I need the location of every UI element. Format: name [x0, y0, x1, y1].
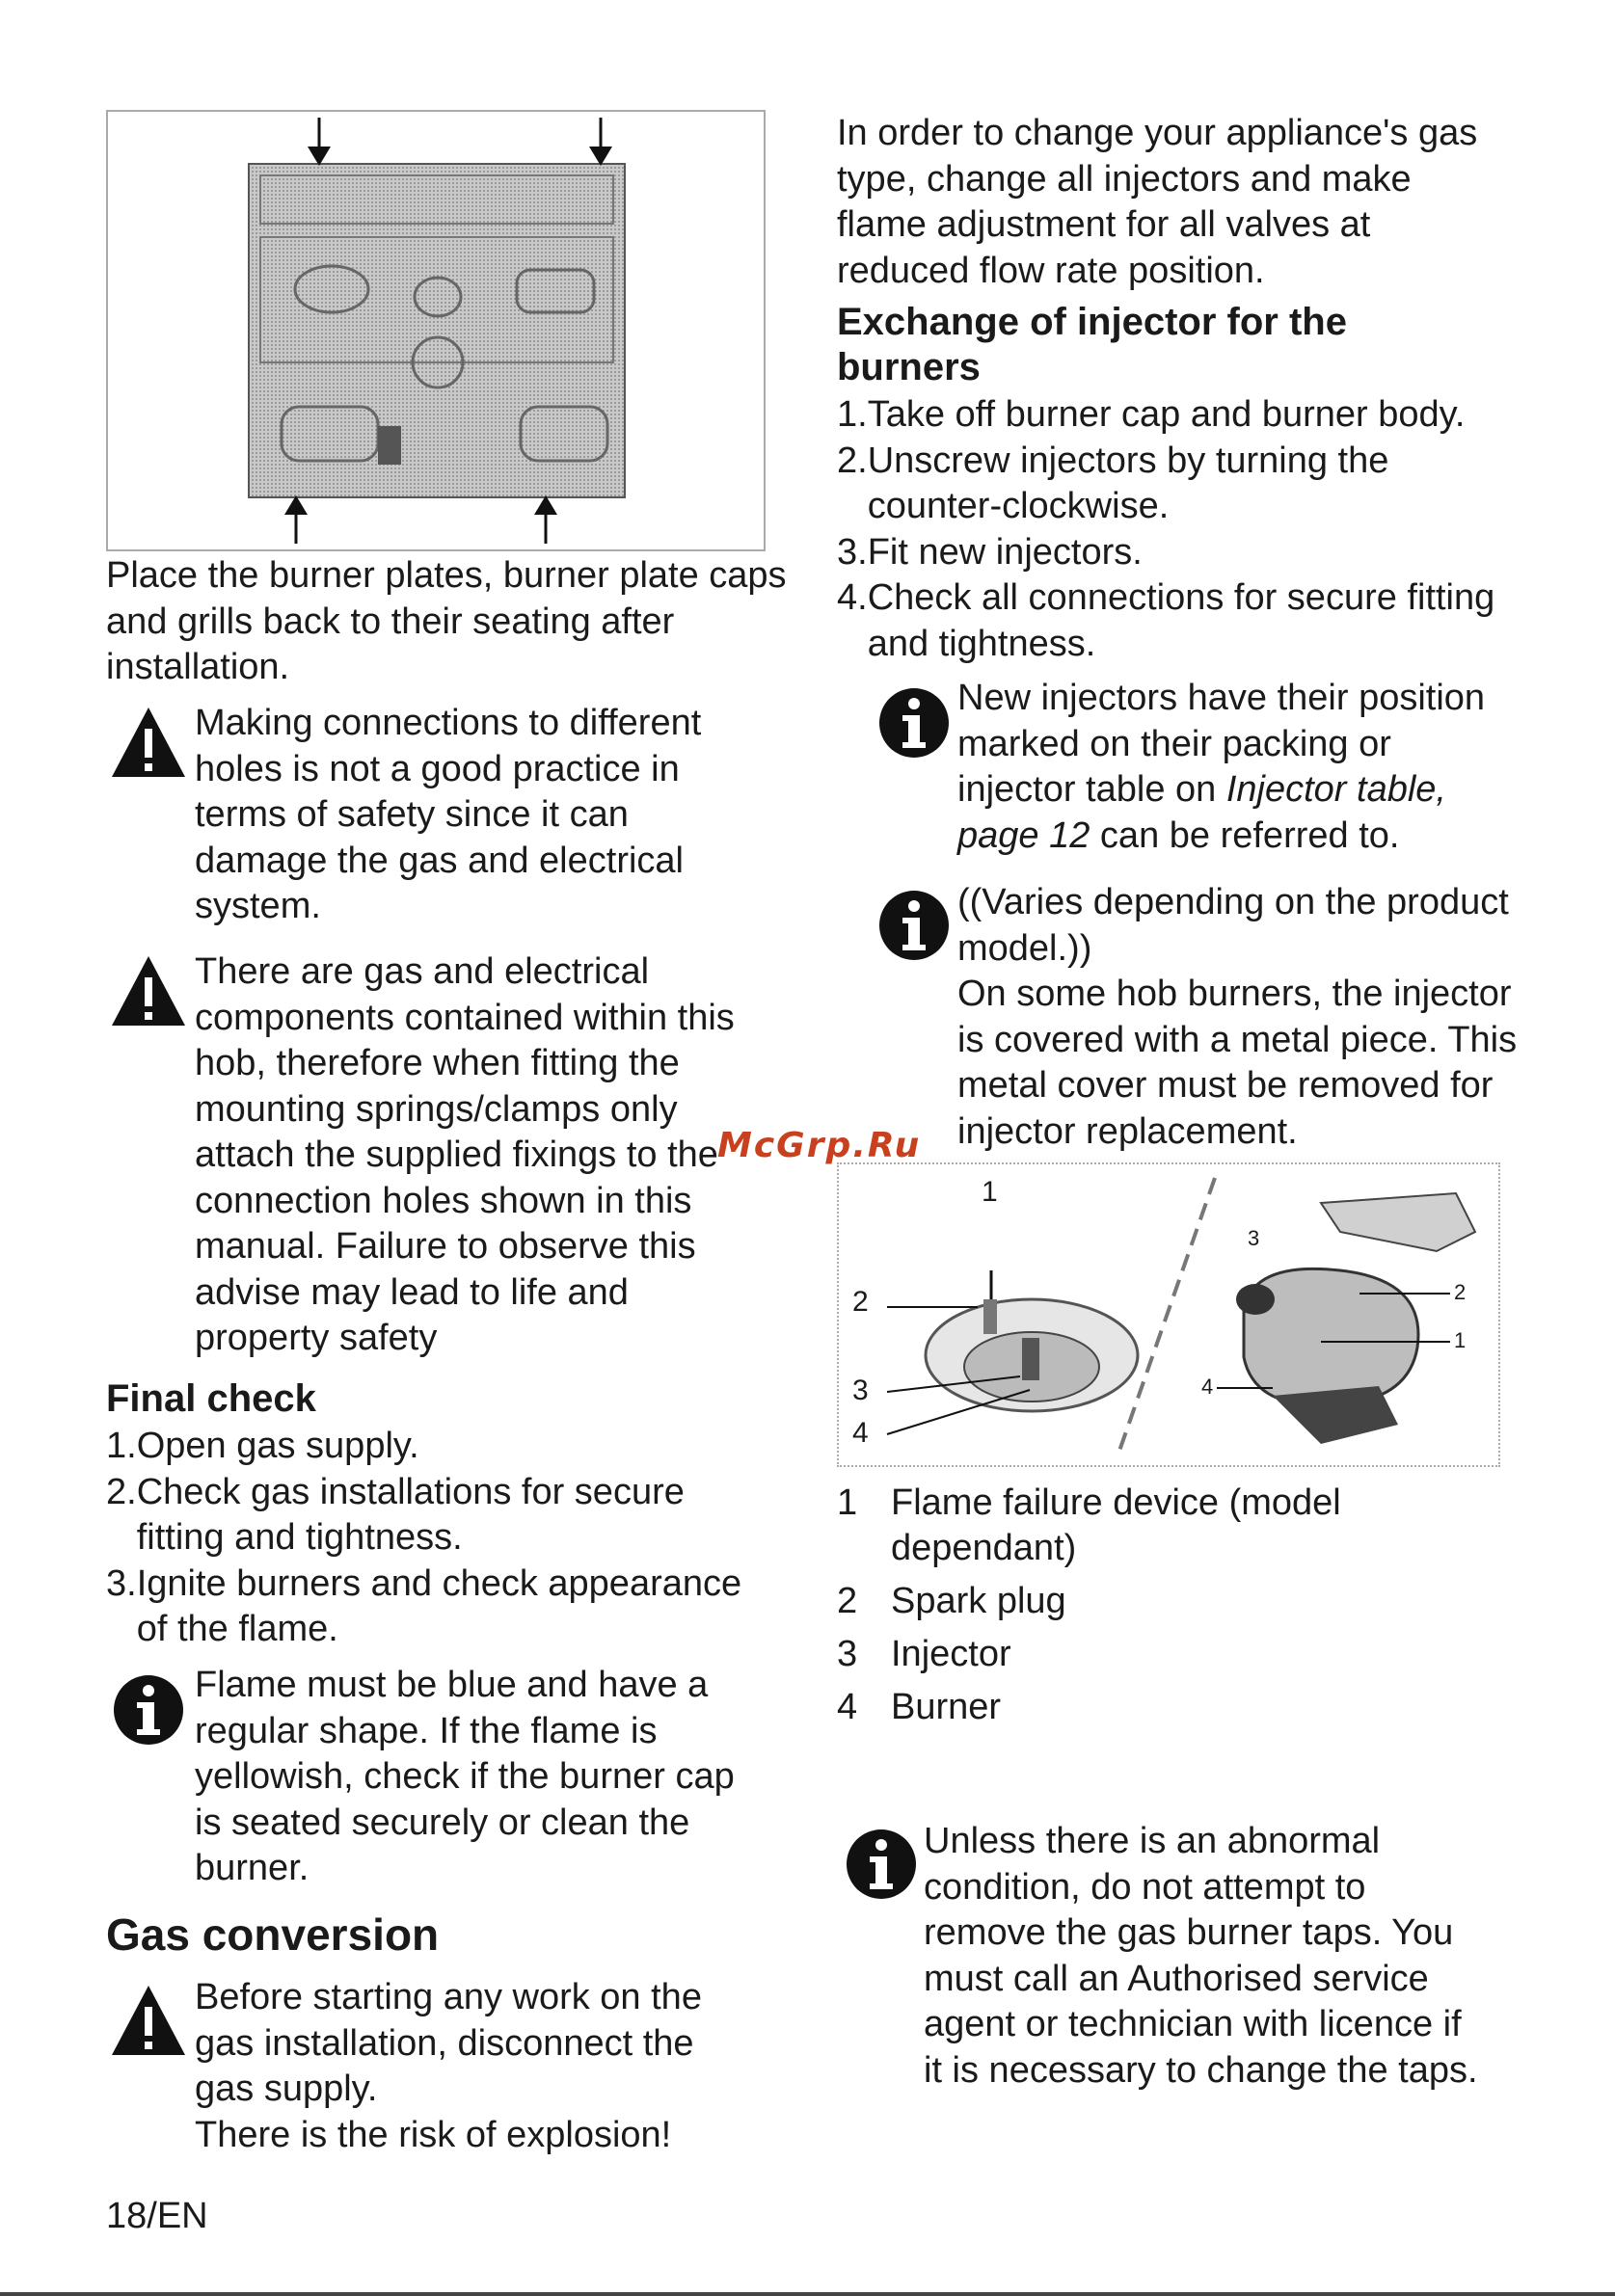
final-check-list: [106, 1424, 781, 1653]
info-text: can be referred to.: [1090, 814, 1400, 856]
diagram-label-1: 1: [982, 1176, 998, 1208]
intro-line: type, change all injectors and make: [837, 158, 1412, 200]
gas-conversion-heading: Gas conversion: [106, 1909, 440, 1960]
legend-key: 2: [837, 1581, 858, 1621]
warning-line: Before starting any work on the: [195, 1977, 702, 2017]
warning-gas-supply-text: [195, 1975, 793, 2158]
warning-line: holes is not a good practice in: [195, 748, 680, 789]
hob-underside-illustration: [108, 112, 764, 549]
item-text: Take off burner cap and burner body.: [867, 394, 1466, 435]
list-item: [837, 439, 1531, 530]
warning-icon: [108, 952, 189, 1034]
item-number: 4.: [837, 577, 868, 618]
info-metal-cover-text: [957, 880, 1555, 1155]
page-number: 18/EN: [106, 2196, 208, 2236]
item-text: Ignite burners and check appearance of the flame.: [136, 1562, 742, 1649]
legend-value: Flame failure device (model dependant): [891, 1482, 1341, 1568]
warning-line: connection holes shown in this: [195, 1180, 692, 1221]
warning-line: gas supply.: [195, 2069, 378, 2109]
hob-underside-figure: [106, 110, 766, 551]
info-line: must call an Authorised service: [924, 1958, 1429, 1999]
info-line: regular shape. If the flame is: [195, 1710, 658, 1751]
item-text: Open gas supply.: [136, 1426, 419, 1466]
legend-row: [837, 1481, 1377, 1571]
item-number: 2.: [106, 1471, 137, 1512]
diagram-label-2b: 2: [1454, 1280, 1467, 1304]
warning-line: There is the risk of explosion!: [195, 2114, 672, 2155]
list-item: [106, 1424, 781, 1470]
legend-key: 1: [837, 1482, 858, 1523]
legend-row: [837, 1579, 1377, 1624]
warning-line: terms of safety since it can: [195, 794, 629, 835]
warning-line: components contained within this: [195, 997, 735, 1038]
info-line: agent or technician with licence if: [924, 2004, 1462, 2044]
info-line: Flame must be blue and have a: [195, 1665, 709, 1705]
warning-line: hob, therefore when fitting the: [195, 1043, 680, 1083]
item-number: 1.: [837, 394, 868, 435]
warning-line: There are gas and electrical: [195, 951, 650, 992]
diagram-label-4: 4: [852, 1417, 869, 1449]
info-line: ((Varies depending on the product: [957, 882, 1509, 922]
list-item: [837, 530, 1531, 576]
bottom-rule: [0, 2292, 1615, 2296]
info-icon: [877, 686, 951, 764]
info-line: burner.: [195, 1848, 310, 1888]
warning-line: mounting springs/clamps only: [195, 1088, 678, 1130]
diagram-legend: [837, 1481, 1377, 1730]
info-line: metal cover must be removed for: [957, 1065, 1494, 1106]
diagram-label-3: 3: [852, 1375, 869, 1406]
info-line: On some hob burners, the injector: [957, 974, 1512, 1014]
exchange-steps-list: [837, 392, 1531, 667]
info-line: model.)): [957, 927, 1092, 969]
item-number: 1.: [106, 1426, 137, 1466]
info-icon: [845, 1828, 918, 1906]
warning-line: property safety: [195, 1318, 438, 1358]
heading-line: Exchange of injector for the: [837, 301, 1347, 343]
legend-value: Burner: [891, 1687, 1002, 1727]
warning-line: gas installation, disconnect the: [195, 2022, 694, 2064]
legend-value: Spark plug: [891, 1581, 1066, 1621]
legend-key: 4: [837, 1687, 858, 1727]
item-text: Fit new injectors.: [867, 531, 1143, 573]
warning-icon: [108, 704, 189, 786]
warning-line: Making connections to different: [195, 703, 702, 743]
info-line: remove the gas burner taps. You: [924, 1912, 1454, 1953]
info-icon: [877, 889, 951, 967]
info-flame-text: [195, 1663, 793, 1892]
injector-table-link[interactable]: Injector table, page 12: [957, 769, 1446, 856]
list-item: [837, 392, 1531, 439]
info-line: condition, do not attempt to: [924, 1866, 1366, 1908]
warning-line: system.: [195, 886, 321, 926]
info-gas-taps-text: [924, 1819, 1541, 2094]
info-line: is seated securely or clean the: [195, 1802, 690, 1843]
info-icon: [112, 1673, 185, 1751]
diagram-label-1b: 1: [1454, 1328, 1467, 1352]
info-text: New injectors have their position marked on their packing or injector table on: [957, 678, 1486, 810]
final-check-heading: Final check: [106, 1377, 316, 1420]
intro-paragraph: [837, 111, 1531, 294]
legend-key: 3: [837, 1634, 858, 1674]
warning-components-text: [195, 949, 793, 1362]
legend-value: Injector: [891, 1634, 1011, 1674]
warning-line: manual. Failure to observe this: [195, 1226, 696, 1267]
info-line: it is necessary to change the taps.: [924, 2049, 1478, 2091]
legend-row: [837, 1685, 1377, 1730]
watermark-text: McGrp.Ru: [717, 1126, 922, 1165]
item-text: Check gas installations for secure fitting and tightness.: [136, 1471, 685, 1558]
item-text: Check all connections for secure fitting and tightness.: [867, 577, 1495, 664]
info-line: Unless there is an abnormal: [924, 1821, 1381, 1861]
exchange-heading: [837, 300, 1347, 390]
list-item: [106, 1470, 781, 1562]
item-number: 2.: [837, 440, 868, 481]
warning-icon: [108, 1982, 189, 2064]
warning-connections-text: [195, 701, 793, 930]
legend-row: [837, 1632, 1377, 1677]
diagram-label-2: 2: [852, 1286, 869, 1318]
info-line: is covered with a metal piece. This: [957, 1019, 1518, 1060]
intro-line: In order to change your appliance's gas: [837, 113, 1478, 153]
item-number: 3.: [837, 531, 868, 573]
list-item: [837, 575, 1531, 667]
burner-diagram: [837, 1162, 1500, 1467]
info-injector-position-text: [957, 676, 1497, 859]
item-text: Unscrew injectors by turning the counter-clockwise.: [867, 440, 1389, 526]
info-line: injector replacement.: [957, 1110, 1298, 1152]
list-item: [106, 1562, 781, 1653]
heading-line: burners: [837, 346, 981, 388]
figure-caption: Place the burner plates, burner plate caps and grills back to their seating after installation.: [106, 555, 787, 687]
intro-line: flame adjustment for all valves at: [837, 204, 1371, 245]
info-line: yellowish, check if the burner cap: [195, 1756, 735, 1797]
item-number: 3.: [106, 1562, 137, 1604]
warning-line: advise may lead to life and: [195, 1271, 629, 1313]
intro-line: reduced flow rate position.: [837, 250, 1265, 291]
warning-line: attach the supplied fixings to the: [195, 1135, 718, 1175]
diagram-label-3b: 3: [1248, 1226, 1260, 1250]
burner-exploded-illustration: [839, 1164, 1498, 1465]
diagram-label-4b: 4: [1201, 1375, 1214, 1399]
warning-line: damage the gas and electrical: [195, 840, 684, 881]
